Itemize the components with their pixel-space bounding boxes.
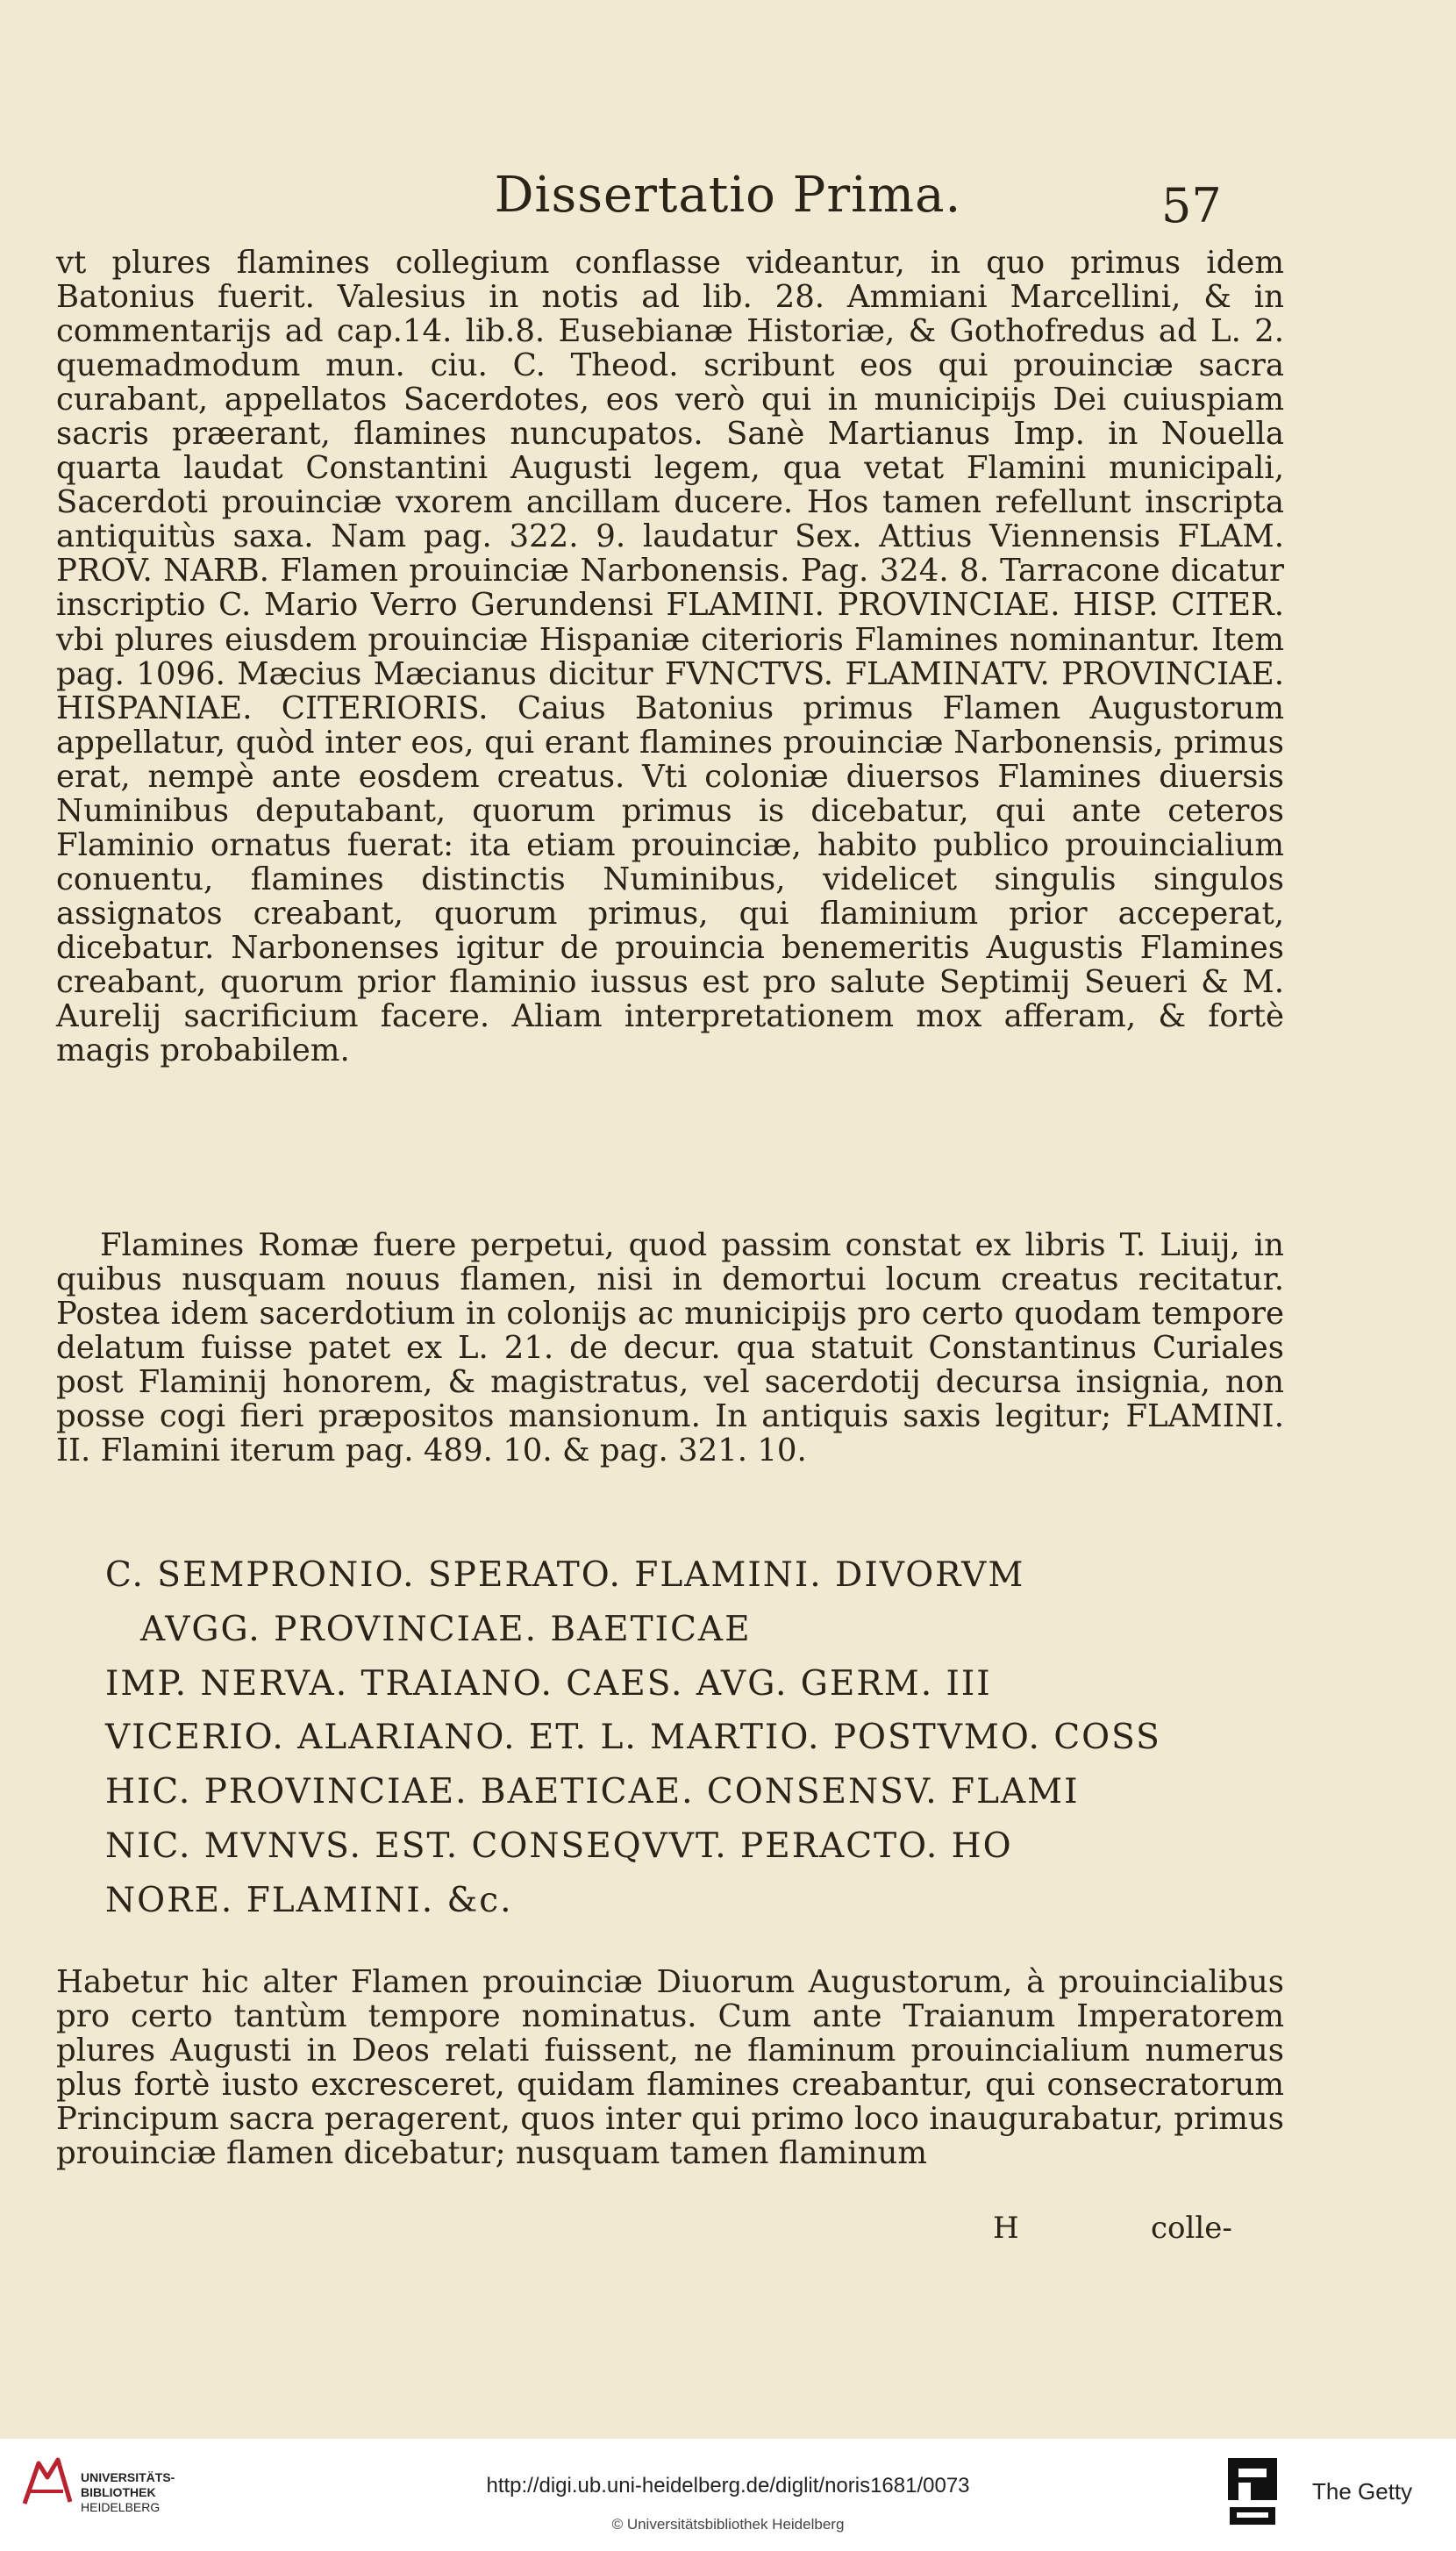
paragraph-1: vt plures flamines collegium conflasse videantur, in quo primus idem Batonius fuerit. Valesius in notis ad lib. 28. Ammiani Marcellini, & in commentarijs ad cap.14. lib.8. Eusebianæ Historiæ, & Gothofredus ad L. 2. quemadmodum mun. ciu. C. Theod. scribunt eos qui prouinciæ sacra curabant, appellatos Sacerdotes, eos verò qui in municipijs Dei cuiuspiam sacris præerant, flamines nuncupatos. Sanè Martianus Imp. in Nouella quarta laudat Constantini Augusti legem, qua vetat Flamini municipali, Sacerdoti prouinciæ vxorem ancillam ducere. Hos tamen refellunt inscripta antiquitùs saxa. Nam pag. 322. 9. laudatur Sex. Attius Viennensis FLAM. PROV. NARB. Flamen prouinciæ Narbonensis. Pag. 324. 8. Tarracone dicatur inscriptio C. Mario Verro Gerundensi FLAMINI. PROVINCIAE. HISP. CITER. vbi plures eiusdem prouinciæ Hispaniæ citerioris Flamines nominantur. Item pag. 1096. Mæcius Mæcianus dicitur FVNCTVS. FLAMINATV. PROVINCIAE. HISPANIAE. CITERIORIS. Caius Batonius primus Flamen Augustorum appellatur, quòd inter eos, qui erant flamines prouinciæ Narbonensis, primus erat, nempè ante eosdem creatus. Vti coloniæ diuersos Flamines diuersis Numinibus deputabant, quorum primus is dicebatur, qui ante ceteros Flaminio ornatus fuerat: ita etiam prouinciæ, habito publico prouincialium conuentu, flamines distinctis Numinibus, videlicet singulis singulos assignatos creabant, quorum primus, qui flaminium prior acceperat, dicebatur. Narbonenses igitur de prouincia benemeritis Augustis Flamines creabant, quorum prior flaminio iussus est pro salute Septimij Seueri & M. Aurelij sacrificium facere. Aliam interpretationem mox afferam, & fortè magis probabilem.	[56, 245, 1284, 1069]
copyright-notice: © Universitätsbibliothek Heidelberg	[611, 2516, 845, 2533]
signature-mark: H	[993, 2211, 1019, 2246]
inscription-line: HIC. PROVINCIAE. BAETICAE. CONSENSV. FLAMI	[105, 1772, 1080, 1812]
inscription-line: VICERIO. ALARIANO. ET. L. MARTIO. POSTVMO. COSS	[105, 1718, 1161, 1758]
inscription-line: AVGG. PROVINCIAE. BAETICAE	[140, 1609, 752, 1649]
institution-name: UNIVERSITÄTS- BIBLIOTHEK HEIDELBERG	[81, 2470, 175, 2514]
catchword: colle-	[1151, 2211, 1232, 2246]
page-number: 57	[1161, 178, 1222, 233]
running-title: Dissertatio Prima.	[494, 167, 962, 224]
viewer-footer	[0, 2439, 1456, 2551]
partner-name: The Getty	[1312, 2478, 1413, 2505]
inscription-line: NIC. MVNVS. EST. CONSEQVVT. PERACTO. HO	[105, 1826, 1013, 1866]
paragraph-2: Flamines Romæ fuere perpetui, quod passim constat ex libris T. Liuij, in quibus nusquam nouus flamen, nisi in demortui locum creatus recitatur. Postea idem sacerdotium in colonijs ac municipijs pro certo quodam tempore delatum fuisse patet ex L. 21. de decur. qua statuit Constantinus Curiales post Flaminij honorem, & magistratus, vel sacerdotij decursa insignia, non posse cogi fieri præpositos mansionum. In antiquis saxis legitur; FLAMINI. II. Flamini iterum pag. 489. 10. & pag. 321. 10.	[56, 1227, 1284, 1469]
getty-logo-icon	[1224, 2455, 1281, 2530]
inscription-line: NORE. FLAMINI. &c.	[105, 1880, 513, 1920]
inscription-block	[105, 1548, 1281, 1928]
paragraph-3: Habetur hic alter Flamen prouinciæ Diuorum Augustorum, à prouincialibus pro certo tantùm tempore nominatus. Cum ante Traianum Imperatorem plures Augusti in Deos relati fuissent, ne flaminum prouincialium numerus plus fortè iusto excresceret, quidam flamines creabantur, qui consecratorum Principum sacra peragerent, quos inter qui primo loco inaugurabatur, primus prouinciæ flamen dicebatur; nusquam tamen flaminum	[56, 1964, 1284, 2172]
inscription-line: C. SEMPRONIO. SPERATO. FLAMINI. DIVORVM	[105, 1555, 1025, 1595]
permalink-url[interactable]: http://digi.ub.uni-heidelberg.de/diglit/noris1681/0073	[486, 2474, 970, 2497]
inscription-line: IMP. NERVA. TRAIANO. CAES. AVG. GERM. III	[105, 1663, 992, 1704]
